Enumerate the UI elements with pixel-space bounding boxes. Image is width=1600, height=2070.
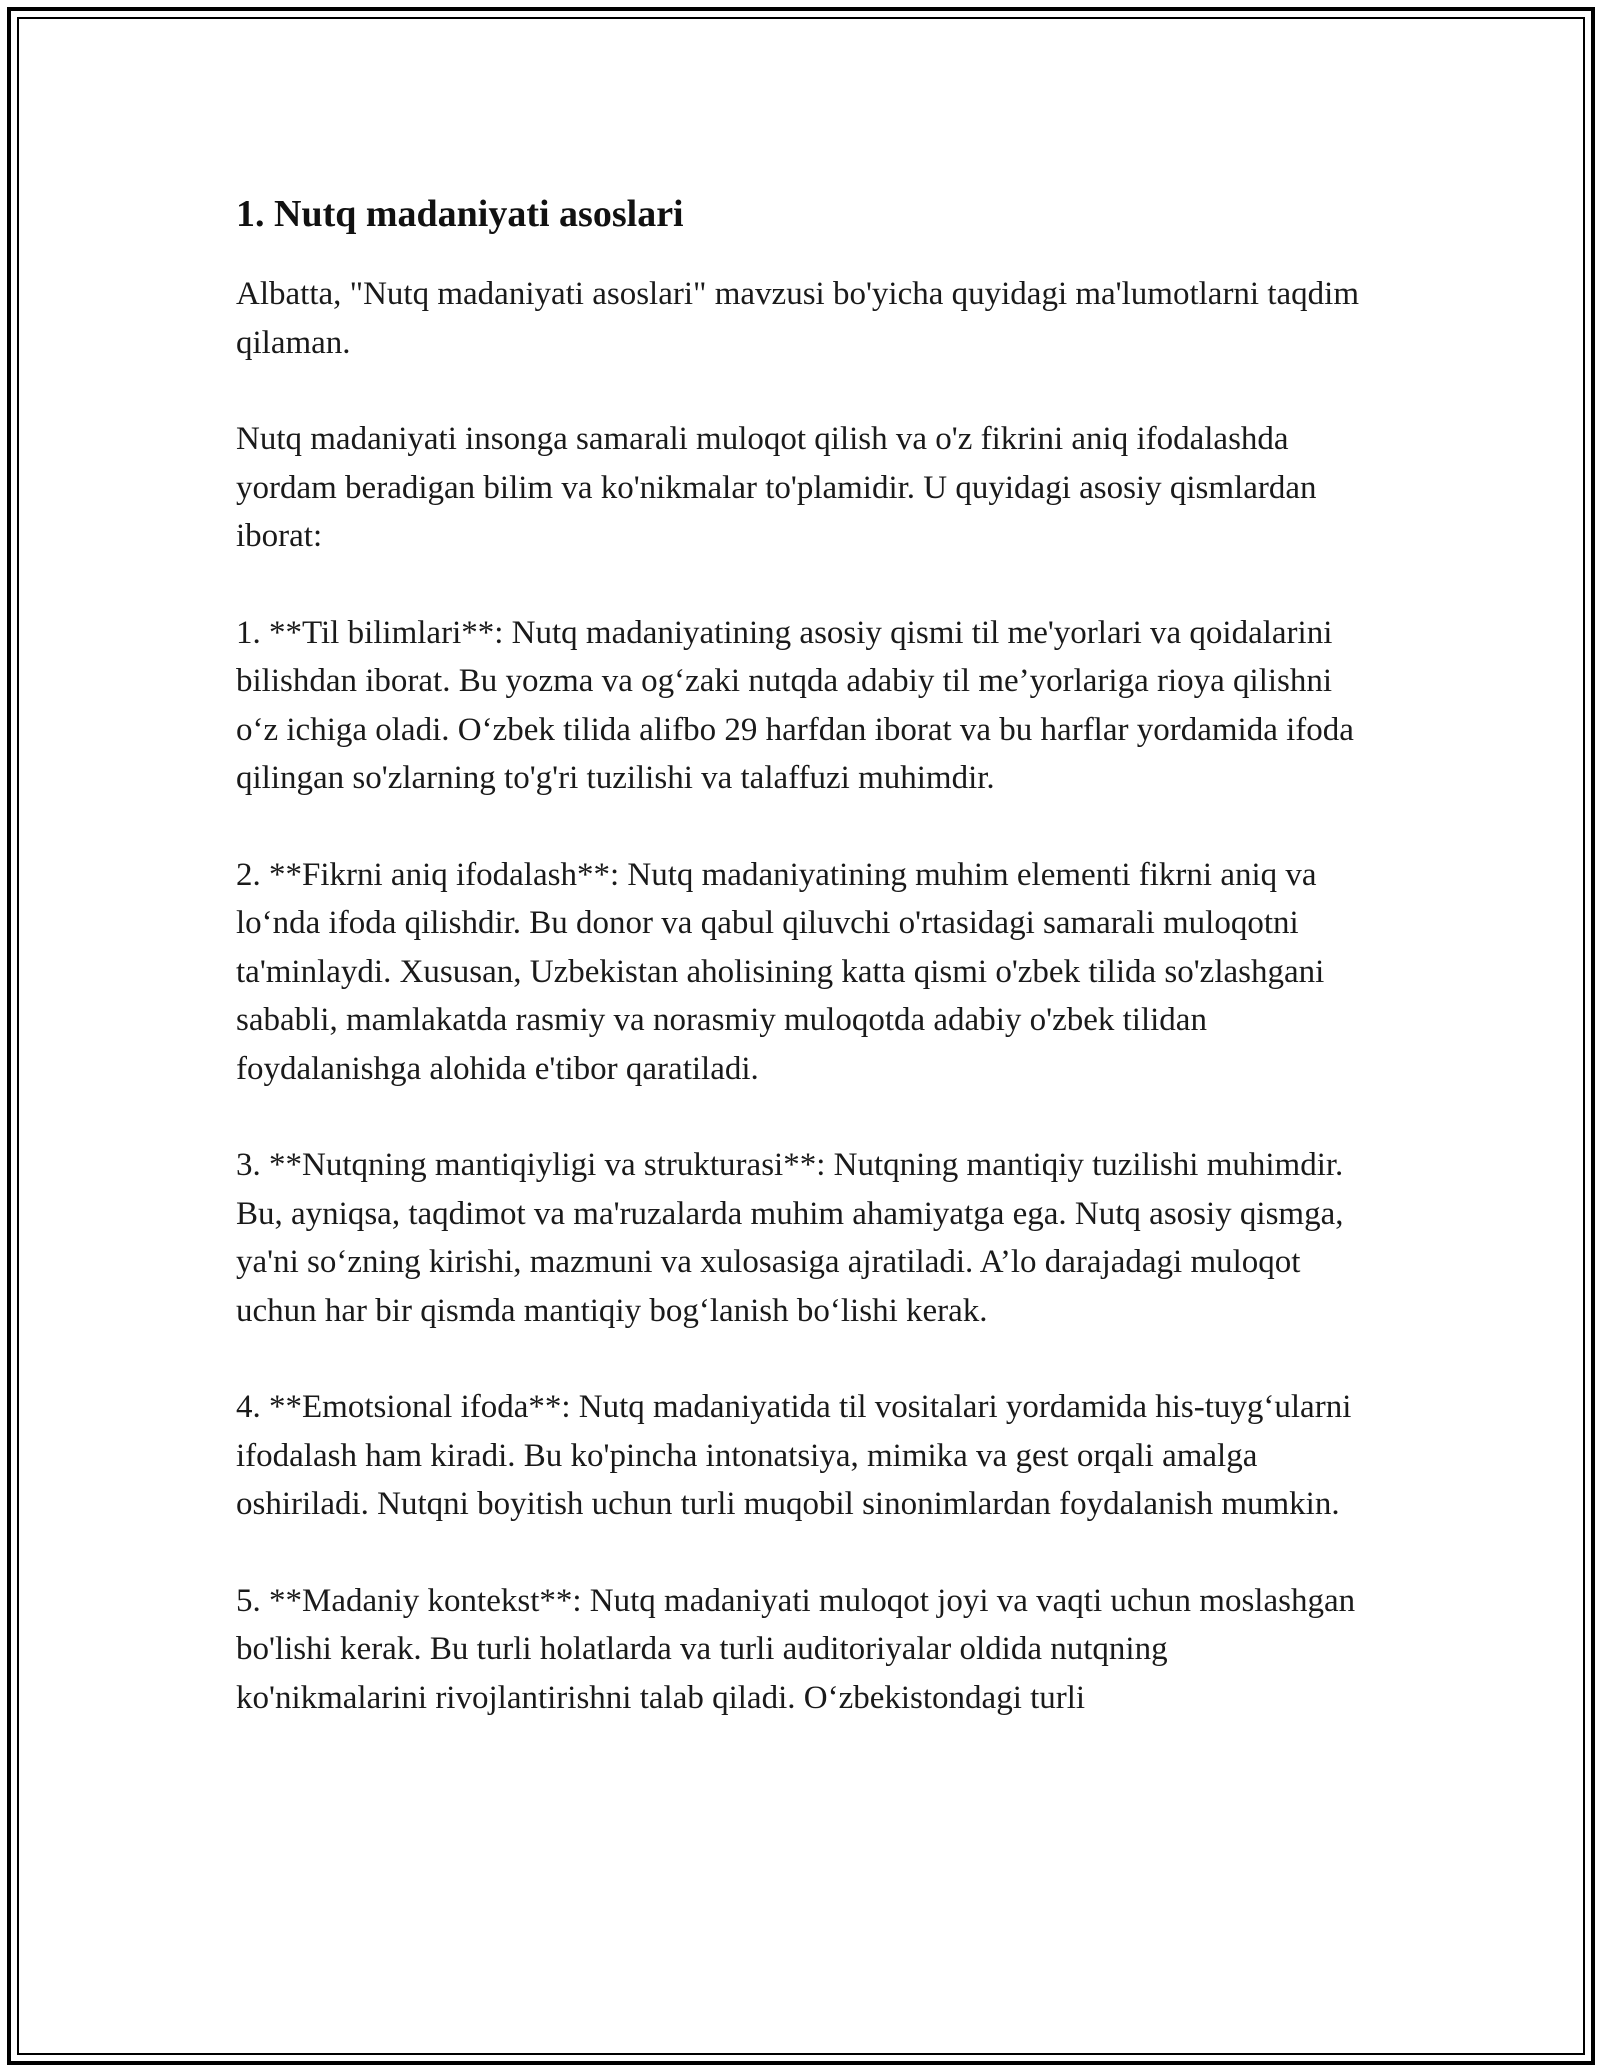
paragraph-item-5: 5. **Madaniy kontekst**: Nutq madaniyati muloqot joyi va vaqti uchun moslashgan bo'lishi kerak. Bu turli holatlarda va turli auditoriyalar oldida nutqning ko'nikmalarini rivojlantirishni talab qiladi. O‘zbekistondagi turli [236, 1582, 1356, 1716]
paragraph-item-3: 3. **Nutqning mantiqiyligi va strukturasi**: Nutqning mantiqiy tuzilishi muhimdir. Bu, ayniqsa, taqdimot va ma'ruzalarda muhim ahamiyatga ega. Nutq asosiy qismga, ya'ni so‘zning kirishi, mazmuni va xulosasiga ajratiladi. A’lo darajadagi muloqot uchun har bir qismda mantiqiy bog‘lanish bo‘lishi kerak. [236, 1147, 1344, 1329]
document-body [236, 186, 1366, 1770]
paragraph-intro: Albatta, "Nutq madaniyati asoslari" mavzusi bo'yicha quyidagi ma'lumotlarni taqdim qilaman. [236, 276, 1359, 361]
paragraph-item-1: 1. **Til bilimlari**: Nutq madaniyatining asosiy qismi til me'yorlari va qoidalarini bilishdan iborat. Bu yozma va og‘zaki nutqda adabiy til me’yorlariga rioya qilishni o‘z ichiga oladi. O‘zbek tilida alifbo 29 harfdan iborat va bu harflar yordamida ifoda qilingan so'zlarning to'g'ri tuzilishi va talaffuzi muhimdir. [236, 614, 1354, 796]
paragraph-definition: Nutq madaniyati insonga samarali muloqot qilish va o'z fikrini aniq ifodalashda yordam beradigan bilim va ko'nikmalar to'plamidir. U quyidagi asosiy qismlardan iborat: [236, 421, 1317, 554]
paragraph-item-2: 2. **Fikrni aniq ifodalash**: Nutq madaniyatining muhim elementi fikrni aniq va lo‘nda ifoda qilishdir. Bu donor va qabul qiluvchi o'rtasidagi samarali muloqotni ta'minlaydi. Xususan, Uzbekistan aholisining katta qismi o'zbek tilida so'zlashgani sababli, mamlakatda rasmiy va norasmiy muloqotda adabiy o'zbek tilidan foydalanishga alohida e'tibor qaratiladi. [236, 856, 1325, 1087]
paragraph-item-4: 4. **Emotsional ifoda**: Nutq madaniyatida til vositalari yordamida his-tuyg‘ularni ifodalash ham kiradi. Bu ko'pincha intonatsiya, mimika va gest orqali amalga oshiriladi. Nutqni boyitish uchun turli muqobil sinonimlardan foydalanish mumkin. [236, 1389, 1352, 1522]
document-title: 1. Nutq madaniyati asoslari [236, 193, 684, 235]
